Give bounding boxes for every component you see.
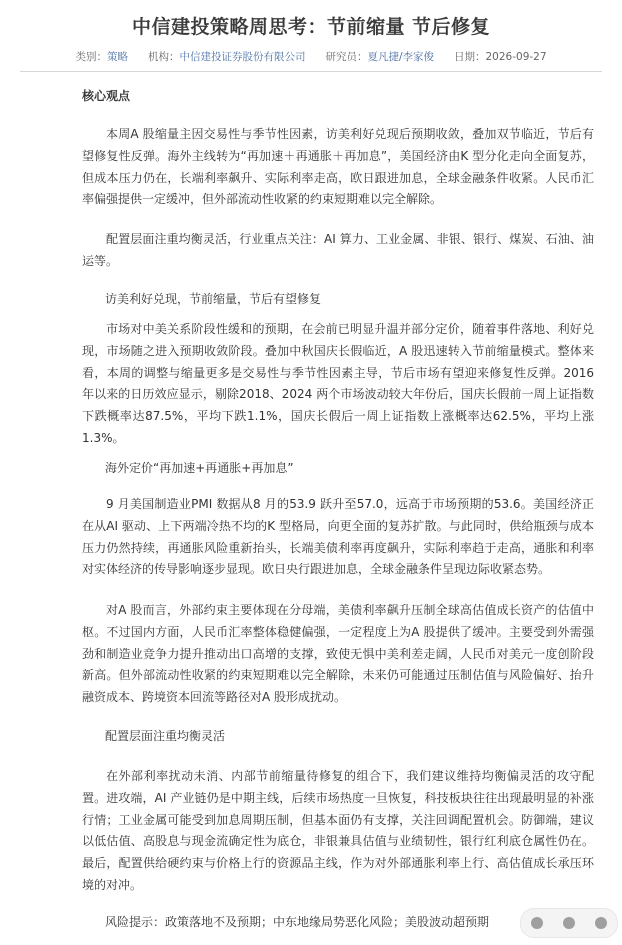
category-label: 类别： [75, 51, 107, 63]
document-meta [0, 49, 622, 64]
section-title-overseas: 海外定价“再加速+再通胀+再加息” [105, 461, 294, 475]
a-share-paragraph: 对A 股而言，外部约束主要体现在分母端，美债利率飙升压制全球高估值成长资产的估值中枢。不过国内方面，人民币汇率整体稳健偏强，一定程度上为A 股提供了缓冲。主要受到外需强劲和制造业竞争力提升推动出口高增的支撑，致使无惧中美利差走阔，人民币对美元一度创阶段新高。但外部流动性收紧的约束短期难以完全解除，未来仍可能通过压制估值与风险偏好、抬升融资成本、跨境资本回流等路径对A 股形成扰动。 [82, 603, 594, 705]
summary-paragraph: 本周A 股缩量主因交易性与季节性因素，访美利好兑现后预期收敛，叠加双节临近，节后有望修复性反弹。海外主线转为“再加速＋再通胀＋再加息”，美国经济由K 型分化走向全面复苏，但成本压力仍在，长端利率飙升、实际利率走高，欧日跟进加息，全球金融条件收紧。人民币汇率偏强提供一定缓冲，但外部流动性收紧的约束短期难以完全解除。 [82, 127, 594, 207]
page-title: 中信建投策略周思考：节前缩量 节后修复 [131, 16, 491, 38]
section-title-visit: 访美利好兑现，节前缩量，节后有望修复 [105, 292, 322, 306]
visit-paragraph: 市场对中美关系阶段性缓和的预期，在会前已明显升温并部分定价，随着事件落地、利好兑现，市场随之进入预期收敛阶段。叠加中秋国庆长假临近，A 股迅速转入节前缩量模式。整体来看，本周的调整与缩量更多是交易性与季节性因素主导，节后市场有望迎来修复性反弹。2016 年以来的日历效应显示，剔除2018、2024 两个市场波动较大年份后，国庆长假前一周上证指数下跌概率达87.5%，平均下跌1.1%，国庆长假后一周上证指数上涨概率达62.5%，平均上涨1.3%。 [82, 322, 594, 445]
header-divider [20, 71, 602, 72]
risk-warning: 风险提示：政策落地不及预期；中东地缘局势恶化风险；美股波动超预期 [105, 915, 490, 929]
core-view-heading: 核心观点 [82, 89, 131, 103]
more-icon[interactable] [595, 917, 607, 929]
institution-label: 机构： [147, 51, 180, 63]
section-title-allocation: 配置层面注重均衡灵活 [105, 729, 226, 743]
like-icon[interactable] [531, 917, 543, 929]
allocation-paragraph: 配置层面注重均衡灵活，行业重点关注：AI 算力、工业金属、非银、银行、煤炭、石油、油运等。 [82, 232, 594, 268]
overseas-paragraph: 9 月美国制造业PMI 数据从8 月的53.9 跃升至57.0，远高于市场预期的53.6。美国经济正在从AI 驱动、上下两端冷热不均的K 型格局，向更全面的复苏扩散。与此同时，供给瓶颈与成本压力仍然持续，再通胀风险重新抬头，长端美债利率再度飙升，实际利率趋于走高，通胀和利率对实体经济的传导影响逐步显现。欧日央行跟进加息，全球金融条件呈现边际收紧态势。 [82, 497, 594, 577]
institution-value[interactable]: 中信建投证券股份有限公司 [179, 51, 306, 63]
date-label: 日期： [454, 51, 486, 63]
comment-icon[interactable] [563, 917, 575, 929]
researcher-label: 研究员： [325, 51, 368, 63]
date-value: 2026-09-27 [485, 51, 547, 63]
category-value[interactable]: 策略 [106, 51, 128, 63]
allocation-detail-paragraph: 在外部利率扰动未消、内部节前缩量待修复的组合下，我们建议维持均衡偏灵活的攻守配置。进攻端，AI 产业链仍是中期主线，后续市场热度一旦恢复，科技板块往往出现最明显的补涨行情；工业金属可能受到加息周期压制，但基本面仍有支撑，关注回调配置机会。防御端，建议以低估值、高股息与现金流确定性为底仓，非银兼具估值与业绩韧性，银行红利底仓属性仍在。最后，配置供给硬约束与价格上行的资源品主线，作为对外部通胀利率上行、高估值成长承压环境的对冲。 [82, 769, 594, 892]
floating-share-bar[interactable] [520, 908, 618, 938]
researcher-value[interactable]: 夏凡捷/李家俊 [367, 51, 434, 63]
